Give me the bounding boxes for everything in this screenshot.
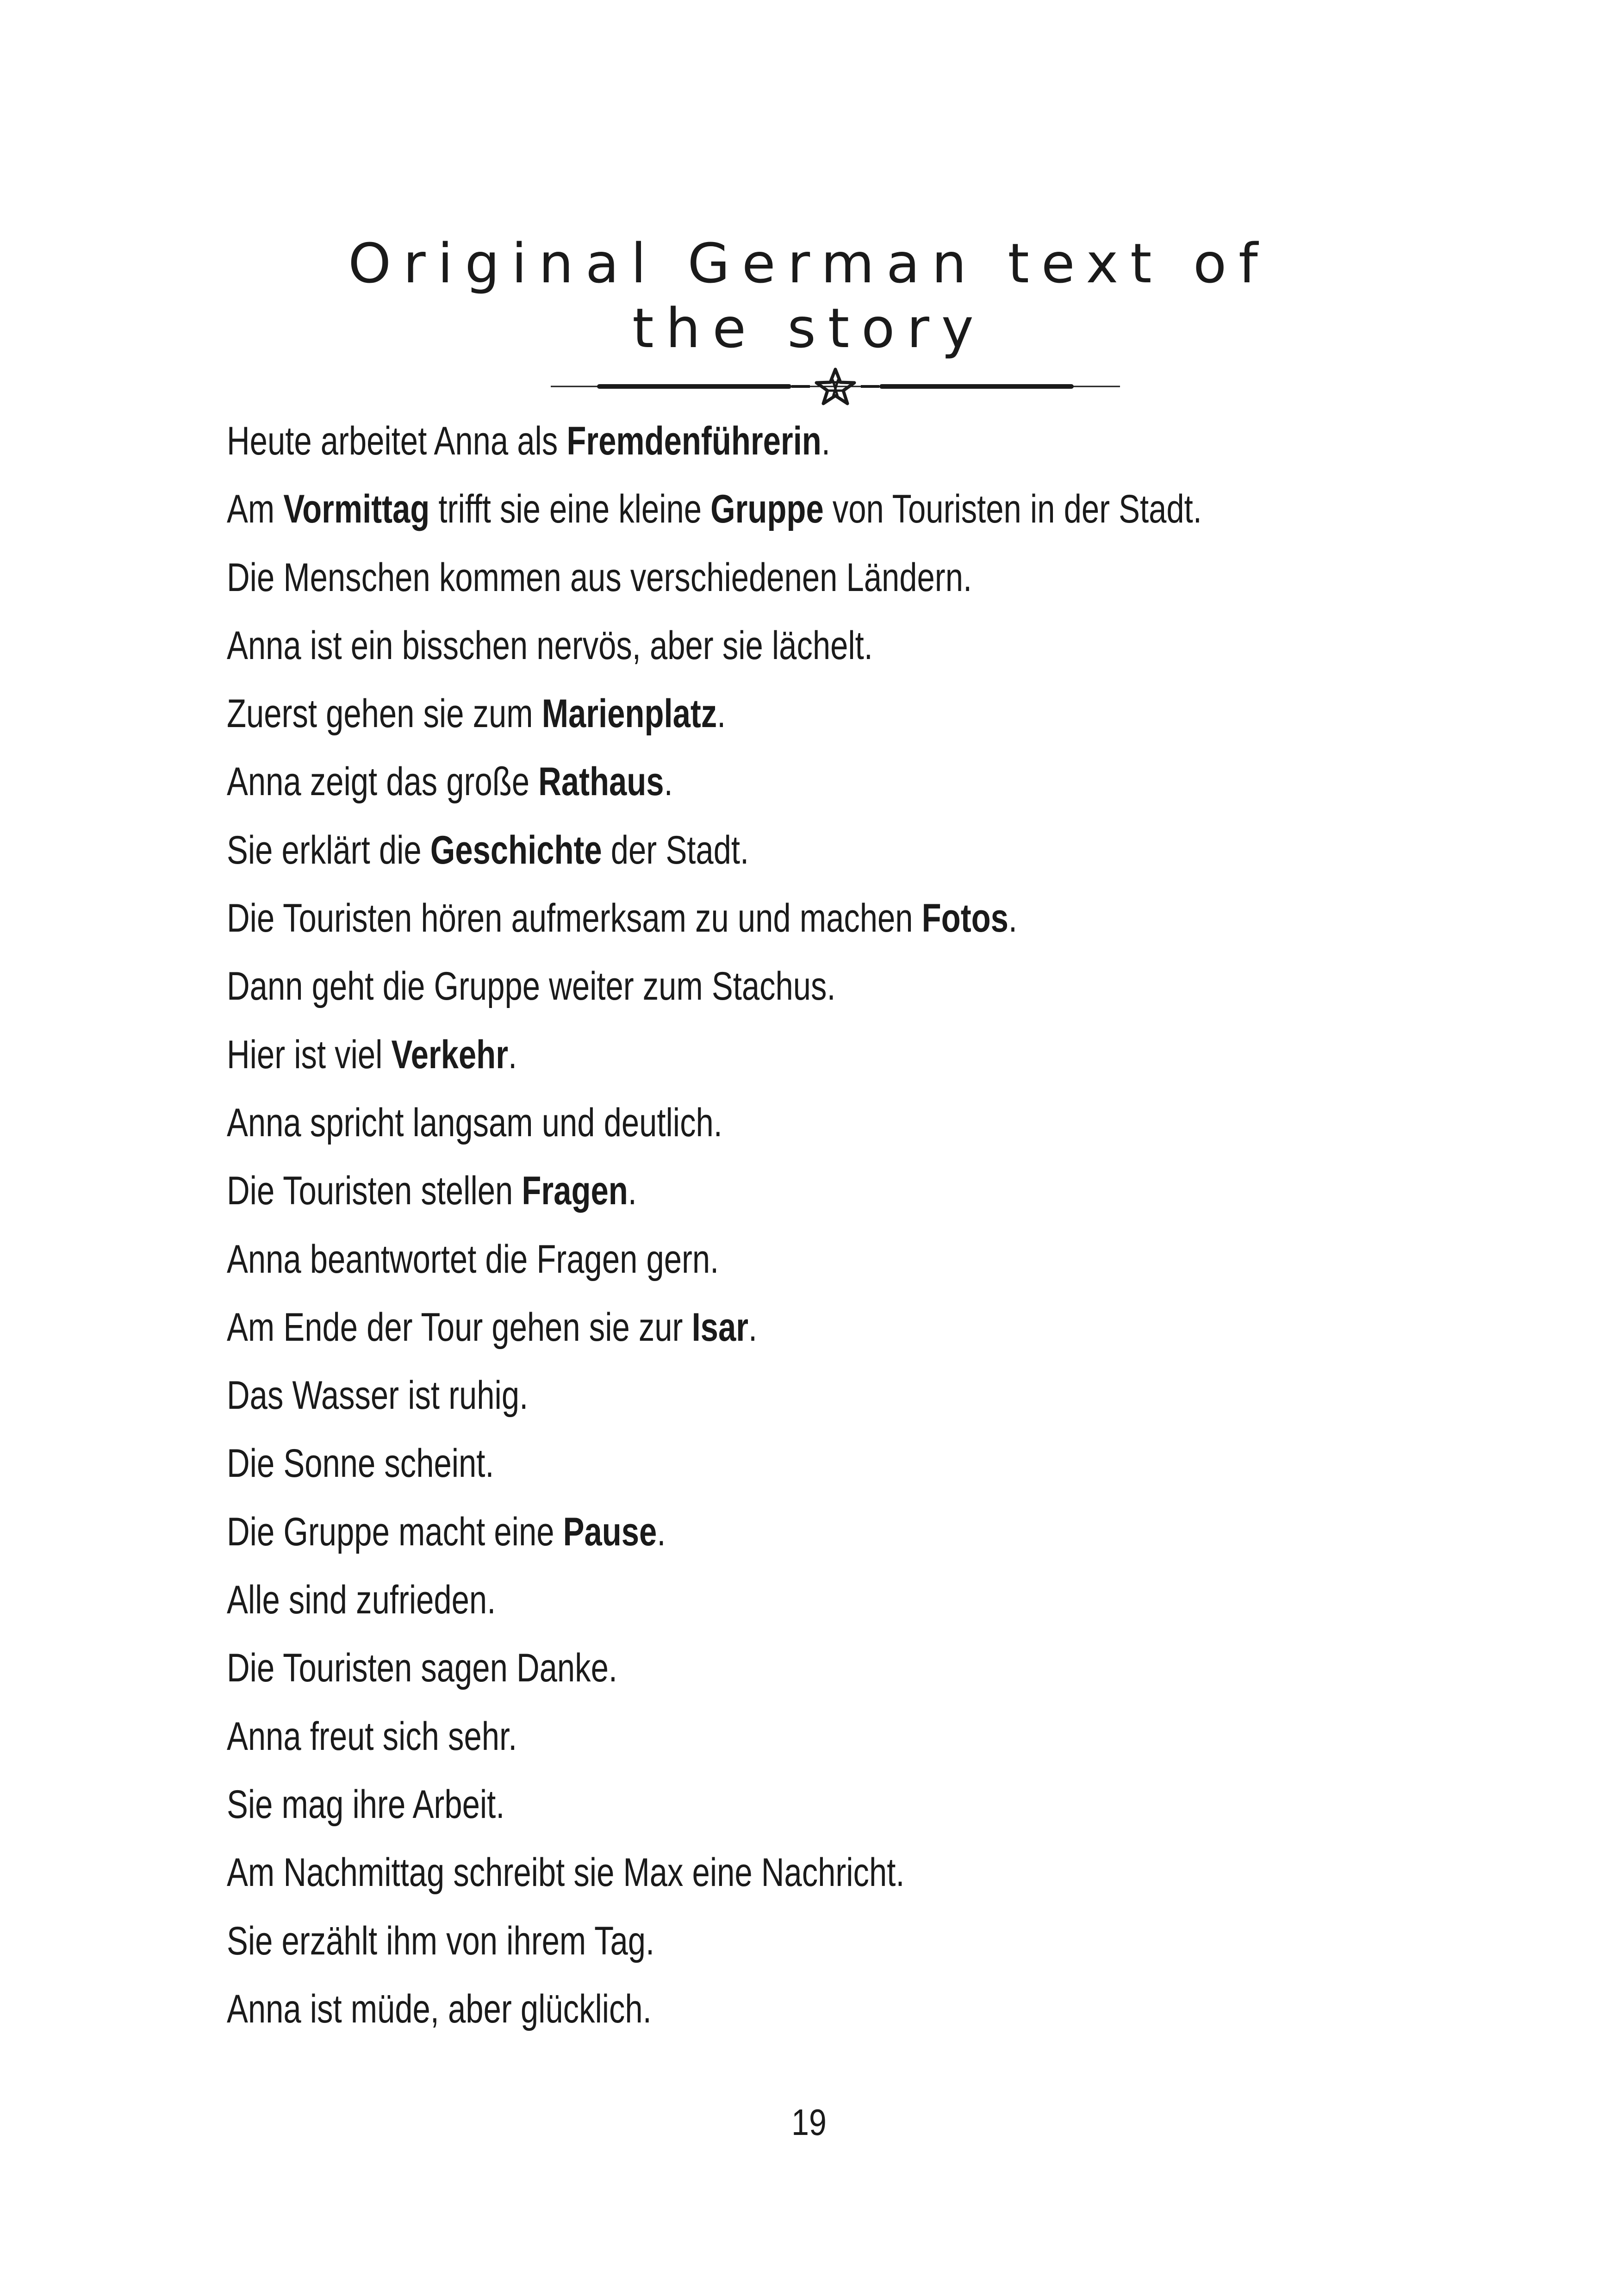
story-line (227, 1839, 1226, 1907)
story-line (227, 544, 1226, 612)
vocab-word: Verkehr (391, 1032, 508, 1077)
story-text-segment: Die Menschen kommen aus verschiedenen Ländern. (227, 555, 972, 600)
story-text-segment: Am Ende der Tour gehen sie zur (227, 1305, 692, 1350)
story-text-segment: Anna freut sich sehr. (227, 1714, 517, 1759)
story-text-segment: Heute arbeitet Anna als (227, 419, 567, 463)
story-line (227, 1089, 1226, 1157)
story-text-segment: Am (227, 487, 284, 532)
vocab-word: Fremdenführerin (566, 419, 821, 463)
story-text-segment: Die Touristen hören aufmerksam zu und machen (227, 896, 922, 941)
story-text-segment: . (508, 1032, 517, 1077)
story-text-segment: . (821, 419, 830, 463)
page-number: 19 (791, 2102, 827, 2143)
story-line (227, 475, 1226, 543)
story-text-segment: Sie mag ihre Arbeit. (227, 1782, 505, 1827)
vocab-word: Vormittag (283, 487, 430, 532)
story-line (227, 612, 1226, 680)
story-text-segment: Zuerst gehen sie zum (227, 691, 542, 736)
story-line (227, 1226, 1226, 1294)
story-line (227, 952, 1226, 1020)
story-line (227, 1021, 1226, 1089)
story-text-segment: Hier ist viel (227, 1032, 392, 1077)
story-text-segment: Anna ist ein bisschen nervös, aber sie lächelt. (227, 623, 873, 668)
story-text-segment: Die Sonne scheint. (227, 1441, 494, 1486)
story-line (227, 816, 1226, 884)
story-text-segment: Anna ist müde, aber glücklich. (227, 1986, 652, 2031)
story-line (227, 1703, 1226, 1771)
story-line (227, 1430, 1226, 1498)
story-text-segment: Am Nachmittag schreibt sie Max eine Nachricht. (227, 1850, 905, 1895)
story-text-segment: trifft sie eine kleine (429, 487, 711, 532)
star-divider-icon (551, 366, 1120, 407)
page-title-line-1: Original German text of (348, 231, 1270, 295)
story-text-segment: Die Touristen stellen (227, 1169, 522, 1213)
vocab-word: Fotos (921, 896, 1008, 941)
vocab-word: Geschichte (430, 828, 602, 872)
vocab-word: Pause (563, 1509, 657, 1554)
story-text-segment: Die Touristen sagen Danke. (227, 1646, 617, 1691)
story-text-segment: . (717, 691, 726, 736)
story-line (227, 680, 1226, 748)
story-text-segment: . (748, 1305, 758, 1350)
story-text-segment: Sie erklärt die (227, 828, 430, 872)
story-text-segment: Anna beantwortet die Fragen gern. (227, 1237, 719, 1282)
story-text (227, 407, 1476, 2043)
story-line (227, 1634, 1226, 1702)
vocab-word: Fragen (522, 1169, 628, 1213)
vocab-word: Isar (691, 1305, 748, 1350)
story-text-segment: . (1008, 896, 1018, 941)
story-text-segment: Dann geht die Gruppe weiter zum Stachus. (227, 964, 836, 1009)
story-text-segment: Das Wasser ist ruhig. (227, 1373, 529, 1418)
story-line (227, 1975, 1226, 2043)
story-line (227, 1566, 1226, 1634)
story-text-segment: Alle sind zufrieden. (227, 1578, 496, 1623)
story-line (227, 1907, 1226, 1975)
story-text-segment: . (657, 1509, 666, 1554)
story-text-segment: . (664, 759, 673, 804)
story-text-segment: Die Gruppe macht eine (227, 1509, 563, 1554)
story-text-segment: Anna zeigt das große (227, 759, 539, 804)
story-text-segment: der Stadt. (602, 828, 749, 872)
story-text-segment: Sie erzählt ihm von ihrem Tag. (227, 1918, 655, 1963)
story-text-segment: von Touristen in der Stadt. (823, 487, 1202, 532)
story-line (227, 884, 1226, 952)
story-text-segment: . (628, 1169, 637, 1213)
story-line (227, 1771, 1226, 1839)
story-line (227, 748, 1226, 816)
story-line (227, 1294, 1226, 1362)
story-line (227, 1362, 1226, 1430)
story-line (227, 1157, 1226, 1225)
page-title-line-2: the story (632, 296, 986, 360)
vocab-word: Marienplatz (541, 691, 717, 736)
vocab-word: Rathaus (538, 759, 664, 804)
story-line (227, 1498, 1226, 1566)
vocab-word: Gruppe (710, 487, 824, 532)
story-line (227, 407, 1226, 475)
story-text-segment: Anna spricht langsam und deutlich. (227, 1100, 722, 1145)
